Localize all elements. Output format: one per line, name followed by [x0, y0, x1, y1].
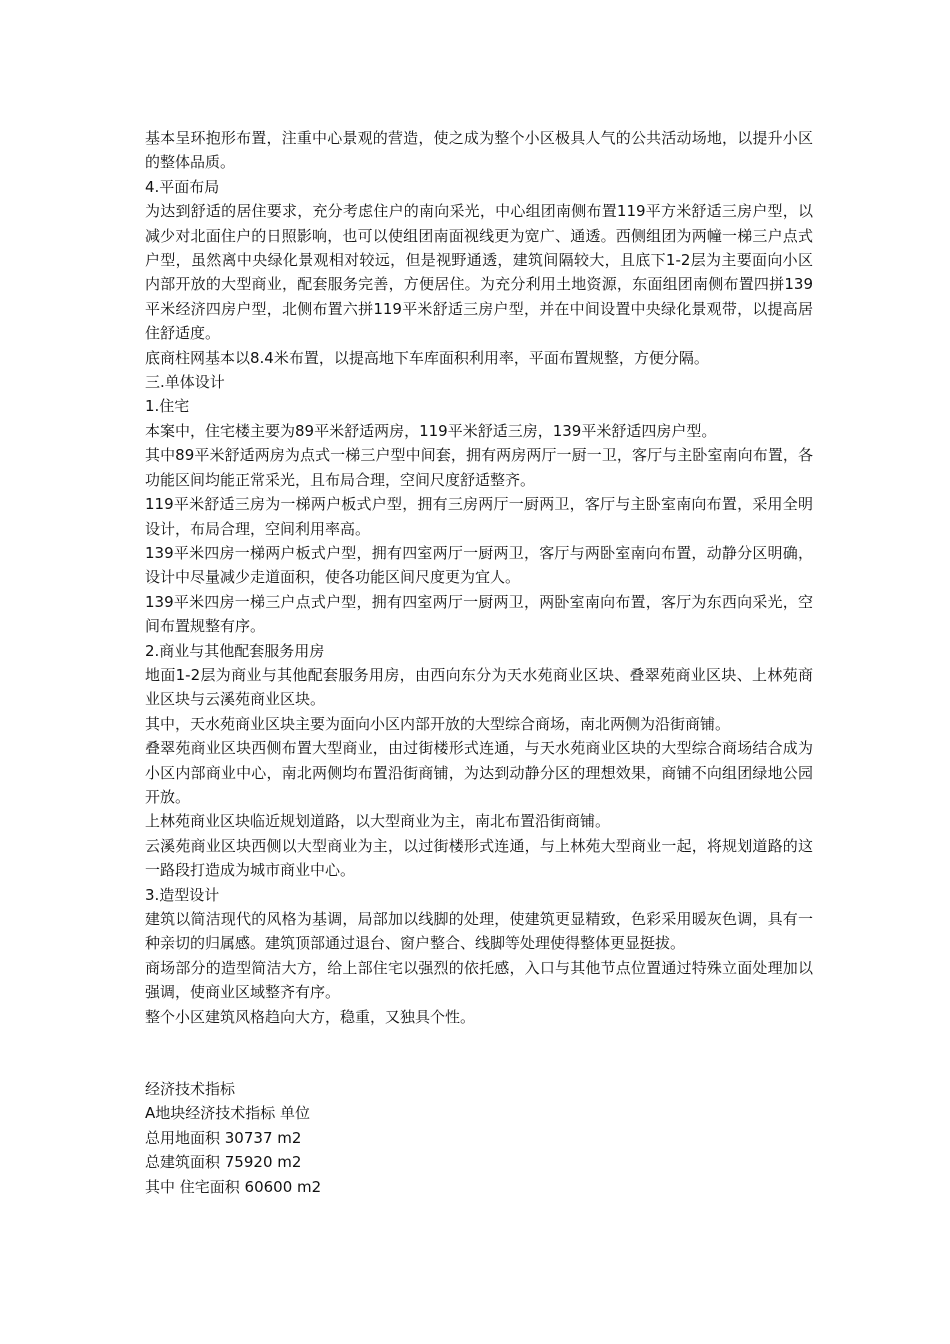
paragraph: 上林苑商业区块临近规划道路，以大型商业为主，南北布置沿街商铺。: [145, 812, 611, 831]
paragraph: 底商柱网基本以8.4米布置，以提高地下车库面积利用率，平面布置规整，方便分隔。: [145, 348, 709, 367]
paragraph: 其中，天水苑商业区块主要为面向小区内部开放的大型综合商场，南北两侧为沿街商铺。: [145, 714, 731, 733]
paragraph: 为达到舒适的居住要求，充分考虑住户的南向采光，中心组团南侧布置119平方米舒适三房户型，以减少对北面住户的日照影响，也可以使组团南面视线更为宽广、通透。西侧组团为两幢一梯三户点式户型，虽然离中央绿化景观相对较远，但是视野通透，建筑间隔较大，且底下1-2层为主要面向小区内部开放的大型商业，配套服务完善，方便居住。为充分利用土地资源，东面组团南侧布置四拼139平米经济四房户型，北侧布置六拼119平米舒适三房户型，并在中间设置中央绿化景观带，以提高居住舒适度。: [145, 202, 813, 343]
section-heading: 2.商业与其他配套服务用房: [145, 641, 325, 660]
paragraph: 其中89平米舒适两房为点式一梯三户型中间套，拥有两房两厅一厨一卫，客厅与主卧室南向布置，各功能区间均能正常采光，且布局合理，空间尺度舒适整齐。: [145, 446, 813, 489]
paragraph: 商场部分的造型简洁大方，给上部住宅以强烈的依托感，入口与其他节点位置通过特殊立面处理加以强调，使商业区域整齐有序。: [145, 958, 813, 1002]
spacer: [145, 1029, 813, 1077]
paragraph: 基本呈环抱形布置，注重中心景观的营造，使之成为整个小区极具人气的公共活动场地，以提升小区的整体品质。: [145, 129, 813, 172]
document-body: [145, 126, 813, 1199]
paragraph: 地面1-2层为商业与其他配套服务用房，由西向东分为天水苑商业区块、叠翠苑商业区块、上林苑商业区块与云溪苑商业区块。: [145, 665, 813, 709]
section-heading: 三.单体设计: [145, 373, 225, 392]
paragraph: 119平米舒适三房为一梯两户板式户型，拥有三房两厅一厨两卫，客厅与主卧室南向布置，采用全明设计，布局合理，空间利用率高。: [145, 495, 813, 538]
paragraph: 整个小区建筑风格趋向大方，稳重，又独具个性。: [145, 1007, 476, 1026]
indicator-line: A地块经济技术指标 单位: [145, 1104, 311, 1123]
section-heading: 3.造型设计: [145, 885, 220, 904]
section-heading: 1.住宅: [145, 397, 190, 416]
paragraph: 139平米四房一梯三户点式户型，拥有四室两厅一厨两卫，两卧室南向布置，客厅为东西向采光，空间布置规整有序。: [145, 592, 813, 636]
indicator-line: 其中 住宅面积 60600 m2: [145, 1177, 322, 1196]
indicator-line: 总用地面积 30737 m2: [145, 1128, 302, 1147]
section-heading: 4.平面布局: [145, 177, 220, 196]
indicators-title: 经济技术指标: [145, 1080, 236, 1099]
paragraph: 139平米四房一梯两户板式户型，拥有四室两厅一厨两卫，客厅与两卧室南向布置，动静分区明确，设计中尽量减少走道面积，使各功能区间尺度更为宜人。: [145, 543, 813, 587]
paragraph: 云溪苑商业区块西侧以大型商业为主，以过街楼形式连通，与上林苑大型商业一起，将规划道路的这一路段打造成为城市商业中心。: [145, 836, 813, 880]
paragraph: 叠翠苑商业区块西侧布置大型商业，由过街楼形式连通，与天水苑商业区块的大型综合商场结合成为小区内部商业中心，南北两侧均布置沿街商铺，为达到动静分区的理想效果，商铺不向组团绿地公园开放。: [145, 739, 813, 806]
paragraph: 建筑以简洁现代的风格为基调，局部加以线脚的处理，使建筑更显精致，色彩采用暖灰色调，具有一种亲切的归属感。建筑顶部通过退台、窗户整合、线脚等处理使得整体更显挺拔。: [145, 910, 813, 953]
paragraph: 本案中，住宅楼主要为89平米舒适两房，119平米舒适三房，139平米舒适四房户型。: [145, 421, 717, 440]
indicator-line: 总建筑面积 75920 m2: [145, 1153, 302, 1172]
